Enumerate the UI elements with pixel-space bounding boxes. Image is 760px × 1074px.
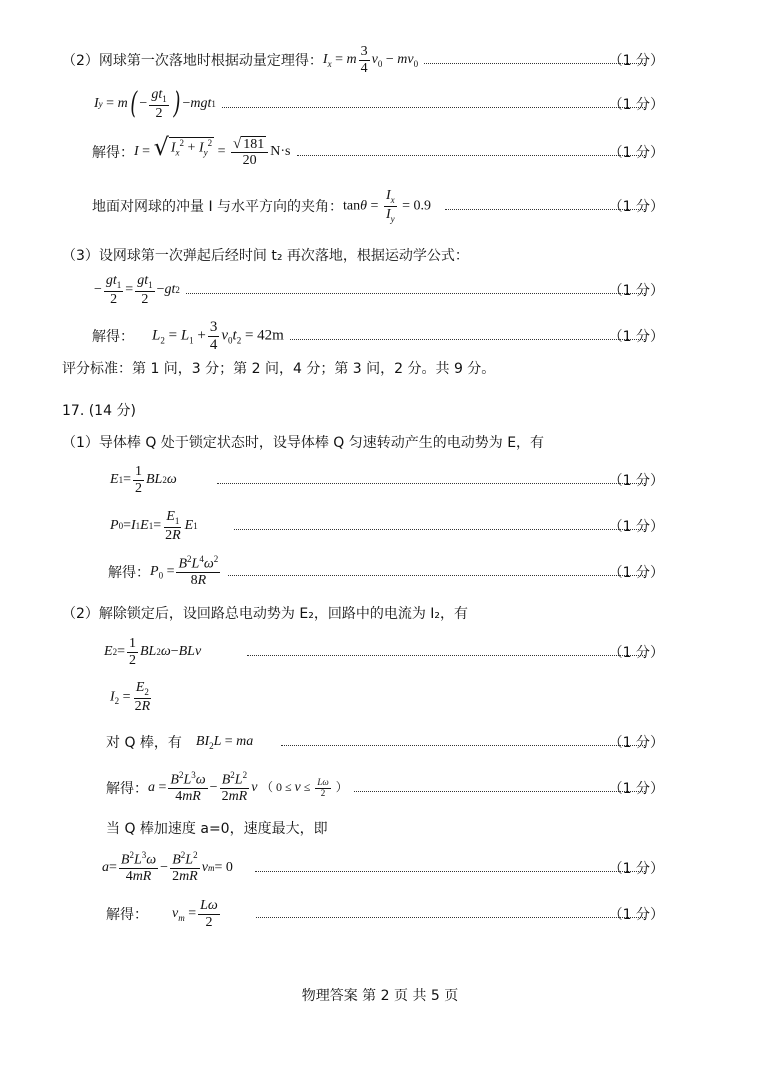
page-footer: 物理答案 第 2 页 共 5 页 — [301, 988, 459, 1004]
leader-dots — [228, 575, 645, 576]
leader-dots — [247, 655, 645, 656]
solve-label: 解得： — [106, 781, 148, 797]
q17-a-formula: a = $\frac{B^2L^3\omega}{4mR}$ − $\frac{B^2L^2}{2mR}$ v （ 0 ≤ v ≤ $\frac{L\omega}{2}$ ） — [148, 770, 348, 805]
q17-e1-formula: E 1 = $\frac{1}{2}$ BL 2 ω — [110, 464, 177, 496]
q17-max-text: 当 Q 棒加速度 a=0，速度最大，即 — [106, 821, 328, 837]
q17-force-formula: $BI_2L$ = ma — [195, 733, 254, 751]
score-mark: （1 分） — [608, 645, 664, 661]
q17-am-formula: a = $\frac{B^2L^3\omega}{4mR}$ − $\frac{B^2L^2}{2mR}$ v m = 0 — [102, 850, 233, 885]
score-mark: （1 分） — [608, 861, 664, 877]
q17-e1-line — [0, 458, 760, 502]
solve-label: 解得： — [92, 329, 134, 345]
score-mark: （1 分） — [608, 781, 664, 797]
q17-i2-formula: $I_2$ = $\frac{E_2}{2R}$ — [110, 680, 151, 714]
q17-p0-line — [0, 504, 760, 548]
q17-p0-result: $P_0$ = $\frac{B^2L^4\omega^2}{8R}$ — [150, 554, 219, 589]
leader-dots — [354, 791, 645, 792]
q17-vm-formula: $v_m$ = $\frac{L\omega}{2}$ — [172, 898, 218, 930]
q16-grading: 评分标准：第 1 问，3 分；第 2 问，4 分；第 3 问，2 分。共 9 分。 — [62, 361, 496, 377]
score-mark: （1 分） — [608, 53, 664, 69]
score-mark: （1 分） — [608, 97, 664, 113]
q16-angle-line — [0, 184, 760, 228]
q16-kin-line — [0, 268, 760, 312]
q16-ix-formula: $I_x = m$ $\frac{3}{4}$ $v_0 - mv_0$ — [322, 44, 419, 76]
solve-label: 解得： — [92, 144, 134, 161]
leader-dots — [281, 745, 645, 746]
leader-dots — [217, 483, 645, 484]
q17-part1-intro: （1）导体棒 Q 处于锁定状态时，设导体棒 Q 匀速转动产生的电动势为 E，有 — [62, 435, 545, 451]
q17-am-line — [0, 846, 760, 890]
leader-dots — [255, 871, 645, 872]
leader-dots — [297, 155, 646, 156]
score-mark: （1 分） — [608, 329, 664, 345]
solve-label: 解得： — [108, 565, 150, 581]
score-mark: （1 分） — [608, 283, 664, 299]
q17-e2-formula: E 2 = $\frac{1}{2}$ BL 2 ω − BLv — [104, 636, 202, 668]
q17-e2-line — [0, 630, 760, 674]
q17-force-line — [0, 720, 760, 764]
leader-dots — [256, 917, 645, 918]
leader-dots — [186, 293, 645, 294]
solve-label: 解得： — [106, 907, 148, 923]
q17-force-text: 对 Q 棒，有 — [106, 735, 182, 751]
q16-iy-formula: I y = m ( − $\frac{gt_1}{2}$ ) − mgt 1 — [94, 85, 216, 121]
q16-i-line — [0, 130, 760, 174]
q16-tan-formula: tanθ = $\frac{I_x}{I_y}$ = 0.9 — [343, 187, 432, 224]
leader-dots — [222, 107, 645, 108]
q16-angle-text: 地面对网球的冲量 I 与水平方向的夹角： — [92, 199, 344, 215]
q16-part2-intro: （2）网球第一次落地时根据动量定理得： — [62, 53, 323, 69]
q16-i-formula: I = √ $I_x^2 + I_y^2$ = √ 181 20 N·s — [134, 133, 291, 169]
q17-p0-formula: P 0 = I 1 E 1 = $\frac{E_1}{2R}$ E 1 — [110, 508, 198, 543]
leader-dots — [290, 339, 645, 340]
q16-iy-line — [0, 82, 760, 126]
score-mark: （1 分） — [608, 735, 664, 751]
score-mark: （1 分） — [608, 519, 664, 535]
score-mark: （1 分） — [608, 907, 664, 923]
q16-kin-formula: − $\frac{gt_1}{2}$ = $\frac{gt_1}{2}$ − gt 2 — [94, 272, 180, 307]
q17-p0-result-line — [0, 550, 760, 594]
score-mark: （1 分） — [608, 565, 664, 581]
q16-ix-line — [0, 38, 760, 82]
q17-vm-line — [0, 892, 760, 936]
q17-part2-intro: （2）解除锁定后，设回路总电动势为 E₂，回路中的电流为 I₂，有 — [62, 606, 469, 622]
leader-dots — [234, 529, 645, 530]
q17-header: 17. (14 分) — [62, 403, 136, 419]
q16-part3-intro: （3）设网球第一次弹起后经时间 t₂ 再次落地，根据运动学公式： — [62, 248, 469, 264]
q17-a-line — [0, 766, 760, 810]
score-mark: （1 分） — [608, 199, 664, 215]
q16-l2-formula: $L_2 = L_1$ + $\frac{3}{4}$ $v_0t_2 = 42m$ — [152, 319, 284, 353]
q16-l2-line — [0, 314, 760, 358]
score-mark: （1 分） — [608, 473, 664, 489]
score-mark: （1 分） — [608, 145, 664, 161]
